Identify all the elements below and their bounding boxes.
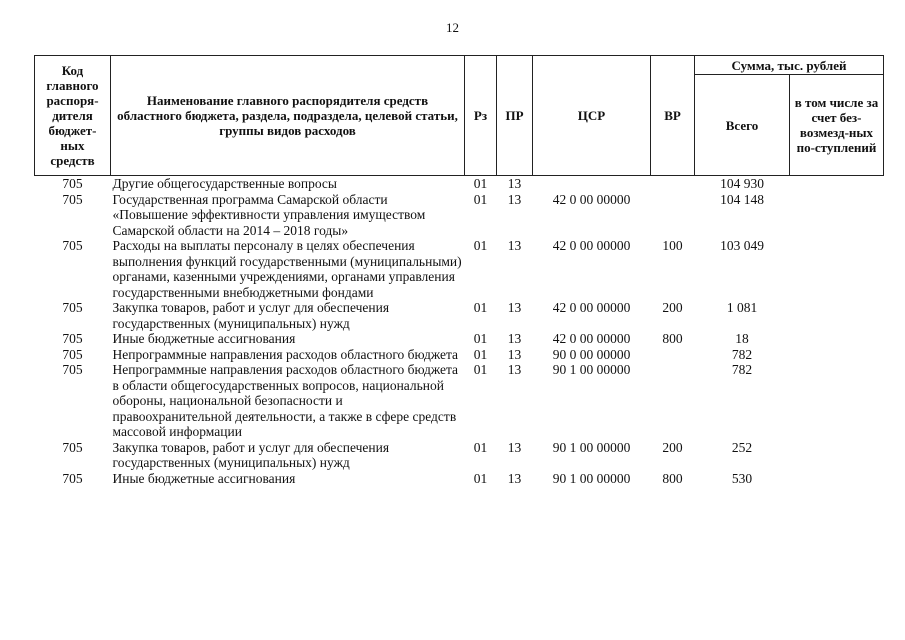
cell-csr: 90 0 00 00000 [552,346,631,362]
cell-code: 705 [62,238,83,253]
cell-name: Другие общегосударственные вопросы [112,176,337,191]
header-code: Код главного распоря-дителя бюджет-ных средств [35,56,111,176]
header-sum-group: Сумма, тыс. рублей [695,56,884,75]
cell-csr: 42 0 00 00000 [552,238,631,253]
header-name: Наименование главного распорядителя средств областного бюджета, раздела, подраздела, целевой статьи, группы видов расходов [111,56,465,176]
cell-name: Закупка товаров, работ и услуг для обеспечения государственных (муниципальных) нужд [112,300,390,331]
cell-incl-gratuitous [790,347,884,363]
cell-rz: 01 [473,331,488,346]
cell-pr: 13 [507,191,522,207]
cell-pr: 13 [507,238,522,253]
header-total: Всего [695,75,790,176]
table-row [35,238,884,300]
cell-name: Непрограммные направления расходов областного бюджета [112,346,459,362]
cell-name: Закупка товаров, работ и услуг для обеспечения государственных (муниципальных) нужд [112,439,390,470]
cell-pr: 13 [507,176,522,191]
cell-vr: 800 [662,331,683,346]
cell-code: 705 [62,176,83,191]
cell-total: 104 930 [720,176,764,191]
cell-rz: 01 [473,176,488,191]
cell-pr: 13 [507,331,522,346]
table-row [35,300,884,331]
cell-code: 705 [62,346,83,362]
cell-vr [651,192,695,239]
table-body [35,176,884,487]
cell-code: 705 [62,331,83,346]
cell-csr: 90 1 00 00000 [552,470,631,486]
cell-code: 705 [62,439,83,455]
page-number: 12 [446,20,459,35]
cell-rz: 01 [473,238,488,253]
cell-rz: 01 [473,362,488,377]
cell-csr: 42 0 00 00000 [552,300,631,315]
table-row [35,192,884,239]
cell-pr: 13 [507,300,522,315]
cell-total: 252 [731,439,753,455]
cell-rz: 01 [473,470,488,486]
cell-rz: 01 [473,439,488,455]
table-row [35,176,884,192]
cell-vr: 200 [662,300,683,315]
cell-total: 1 081 [726,300,758,315]
table-row [35,347,884,363]
cell-pr: 13 [507,470,522,486]
cell-code: 705 [62,300,83,315]
header-incl-gratuitous: в том числе за счет без-возмезд-ных по-ступлений [790,75,884,176]
cell-total: 530 [731,470,753,486]
cell-vr: 100 [662,238,683,253]
cell-name: Иные бюджетные ассигнования [112,331,296,346]
budget-table [34,55,884,486]
cell-rz: 01 [473,191,488,207]
cell-total: 104 148 [720,191,764,207]
cell-incl-gratuitous [790,300,884,331]
cell-csr: 90 1 00 00000 [552,362,631,377]
cell-incl-gratuitous [790,192,884,239]
cell-pr: 13 [507,346,522,362]
header-vr: ВР [651,56,695,176]
header-csr: ЦСР [533,56,651,176]
cell-total: 782 [731,362,753,377]
header-pr: ПР [497,56,533,176]
cell-vr: 200 [662,439,683,455]
cell-csr: 90 1 00 00000 [552,439,631,455]
table-row [35,471,884,487]
cell-vr: 800 [662,470,683,486]
cell-incl-gratuitous [790,471,884,487]
cell-code: 705 [62,470,83,486]
cell-incl-gratuitous [790,176,884,192]
cell-rz: 01 [473,346,488,362]
table-row [35,331,884,347]
cell-pr: 13 [507,439,522,455]
cell-name: Расходы на выплаты персоналу в целях обеспечения выполнения функций государственными (муниципальными) органами, казенными учреждениями, органами управления государственными внебюджетными фондами [112,238,462,300]
table-header [35,56,884,176]
cell-incl-gratuitous [790,440,884,471]
cell-name: Непрограммные направления расходов областного бюджета в области общегосударственных вопросов, национальной обороны, национальной безопасности и правоохранительной деятельности, а также в сфере средств массовой информации [112,362,459,439]
cell-total: 18 [735,331,749,346]
cell-total: 782 [731,346,753,362]
cell-vr [651,176,695,192]
table-row [35,362,884,440]
cell-rz: 01 [473,300,488,315]
table-row [35,440,884,471]
header-rz: Рз [465,56,497,176]
cell-pr: 13 [507,362,522,377]
cell-name: Государственная программа Самарской области «Повышение эффективности управления имуществом Самарской области на 2014 – 2018 годы» [112,191,426,238]
cell-incl-gratuitous [790,238,884,300]
cell-name: Иные бюджетные ассигнования [112,470,296,486]
cell-vr [651,362,695,440]
cell-code: 705 [62,191,83,207]
cell-vr [651,347,695,363]
cell-total: 103 049 [720,238,764,253]
cell-code: 705 [62,362,83,377]
cell-incl-gratuitous [790,362,884,440]
cell-csr: 42 0 00 00000 [552,191,631,207]
cell-incl-gratuitous [790,331,884,347]
cell-csr [533,176,651,192]
cell-csr: 42 0 00 00000 [552,331,631,346]
